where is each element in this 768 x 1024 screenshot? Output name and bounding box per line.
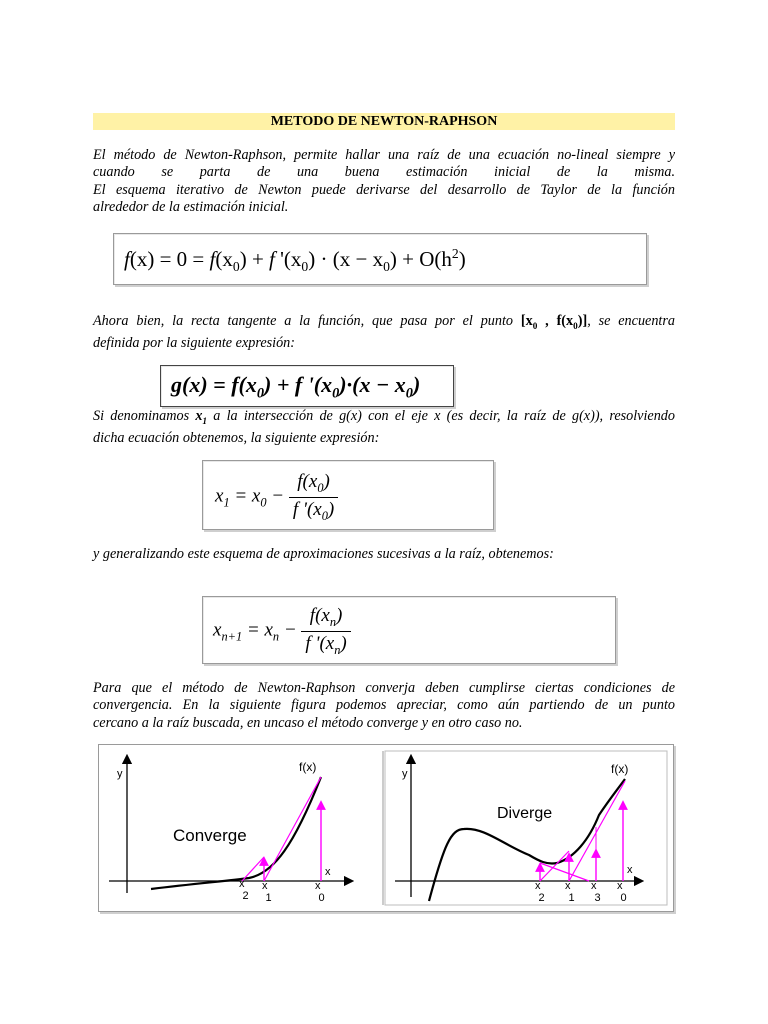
eq-part: f (269, 247, 275, 271)
denominator: f '$(x_n)$ (305, 632, 347, 657)
text-line: dicha ecuación obtenemos, la siguiente expresión: (93, 430, 380, 447)
text-sub: 0 (573, 320, 578, 331)
text-sub: 1 (202, 415, 208, 426)
tangent-line (264, 777, 321, 881)
eq-sub: 0 (332, 385, 340, 402)
eq-sub: 0 (301, 259, 309, 275)
fx-label: f(x) (611, 762, 629, 776)
converge-caption: Converge (173, 826, 247, 845)
tick-label-x2: x 2 (239, 878, 249, 902)
text-line (93, 408, 675, 430)
eq-sub: 0 (405, 385, 413, 402)
tangent-equation (171, 372, 420, 402)
eq-sub: 1 (223, 495, 230, 510)
taylor-equation (124, 246, 466, 275)
eq-part: (x (215, 247, 233, 271)
text-run: x (195, 408, 203, 424)
equation-box-x1 (202, 460, 494, 530)
tick-label-x1: x 1 (262, 880, 272, 904)
diverge-caption: Diverge (497, 805, 553, 822)
tangent-line (569, 781, 625, 881)
text-run: [x (520, 313, 533, 329)
diverge-panel (395, 759, 639, 904)
generalization-paragraph (93, 546, 675, 563)
text-run: , f(x (537, 313, 574, 329)
text-run: )] (577, 313, 588, 329)
fraction (301, 605, 350, 658)
converge-panel (109, 759, 349, 904)
eq-part: = x (242, 619, 273, 641)
eq-part: = x (229, 485, 261, 507)
text-run: a la intersección de g(x) con el eje x (es decir, la raíz de g(x)), resolviendo (207, 408, 675, 424)
root-paragraph (93, 408, 675, 448)
text-line (93, 313, 675, 335)
denominator: f '$(x_0)$ (292, 498, 335, 523)
iteration-equation (213, 605, 351, 658)
eq-part: ) (412, 372, 421, 397)
eq-sub: n (272, 629, 280, 644)
eq-part: (x) = 0 = (129, 247, 210, 271)
eq-sub: 0 (383, 259, 390, 275)
text-line: alrededor de la estimación inicial. (93, 199, 289, 216)
eq-part: − (279, 619, 302, 641)
x-axis-label: x (325, 866, 331, 878)
text-line: El esquema iterativo de Newton puede derivarse del desarrollo de Taylor de la función (93, 181, 675, 198)
eq-part: x (215, 485, 224, 507)
eq-part: ) (458, 247, 466, 271)
text-sub: 0 (532, 320, 538, 331)
eq-part: ) + (239, 247, 270, 271)
text-line: definida por la siguiente expresión: (93, 335, 296, 352)
y-axis-label: y (402, 768, 408, 780)
equation-box-iteration (202, 596, 616, 664)
eq-part: ) · (x − x (308, 247, 384, 271)
text-line: y generalizando este esquema de aproximaciones sucesivas a la raíz, obtenemos: (93, 546, 554, 562)
eq-part: )·(x − x (339, 372, 406, 397)
eq-sub: 0 (260, 495, 267, 510)
eq-part: ) + f '(x (264, 372, 333, 397)
text-line: convergencia. En la siguiente figura podemos apreciar, como aún partiendo de un punto (93, 697, 675, 714)
tick-label-x3: x 3 (591, 880, 601, 904)
page-title: METODO DE NEWTON-RAPHSON (93, 113, 675, 130)
eq-part: x (213, 619, 222, 641)
convergence-paragraph (93, 680, 675, 732)
eq-sup: 2 (451, 246, 459, 261)
tick-label-x0: x 0 (617, 880, 627, 904)
eq-part: f (124, 247, 130, 271)
equation-box-taylor (113, 233, 647, 285)
text-line: cuando se parta de una buena estimación inicial de la misma. (93, 164, 675, 181)
eq-part: − (266, 485, 289, 507)
x-axis-label: x (627, 864, 633, 876)
tick-label-x2: x 2 (535, 880, 545, 904)
eq-part: f (209, 247, 216, 271)
eq-part: ) + O(h (389, 247, 452, 271)
eq-sub: 0 (232, 259, 240, 275)
tangent-line (540, 863, 589, 881)
figure-svg (99, 745, 673, 911)
eq-sub: n+1 (221, 629, 243, 644)
point-label (521, 313, 587, 329)
numerator: $f(x_n)$ (301, 605, 350, 632)
convergence-figure (98, 744, 674, 912)
eq-part: g(x) = f(x (171, 372, 257, 397)
tick-label-x0: x 0 (315, 880, 325, 904)
eq-part: '(x (274, 247, 302, 271)
tangent-paragraph (93, 313, 675, 353)
text-run: Si denominamos (93, 408, 196, 424)
intro-paragraph (93, 147, 675, 217)
y-axis-label: y (117, 768, 123, 780)
equation-box-tangent (160, 365, 454, 407)
x1-equation (215, 471, 338, 524)
numerator: $f(x_0)$ (289, 471, 338, 498)
text-line: El método de Newton-Raphson, permite hallar una raíz de una ecuación no-lineal siempre y (93, 147, 675, 163)
text-run: Ahora bien, la recta tangente a la función, que pasa por el punto (93, 313, 521, 329)
tick-label-x1: x 1 (565, 880, 575, 904)
text-run: , se encuentra (587, 313, 675, 329)
fx-label: f(x) (299, 760, 317, 774)
text-line: Para que el método de Newton-Raphson converja deben cumplirse ciertas condiciones de (93, 680, 675, 696)
text-line: cercano a la raíz buscada, en uncaso el método converge y en otro caso no. (93, 714, 523, 731)
fraction (289, 471, 338, 524)
tangent-line (540, 851, 569, 881)
eq-sub: 0 (256, 385, 264, 402)
